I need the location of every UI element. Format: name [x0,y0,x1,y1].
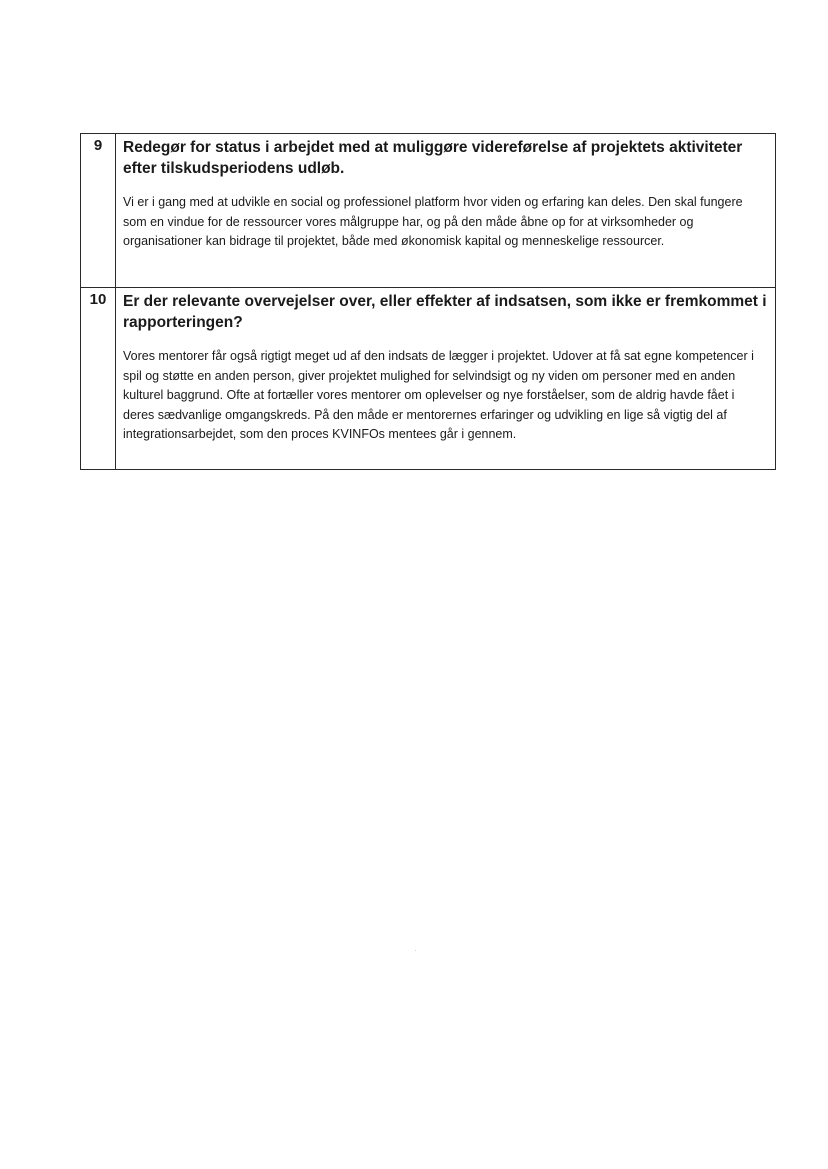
answer-text: Vores mentorer får også rigtigt meget ud af den indsats de lægger i projektet. Udover at få sat egne kompetencer i spil og støtte en anden person, giver projektet mulighed for selvindsigt og ny viden om personer med en anden kulturel baggrund. Ofte at fortæller vores mentorer om oplevelser og nye forståelser, som de aldrig havde fået i deres sædvanlige omgangskreds. På den måde er mentorernes erfaringer og udvikling en lige så vigtig del af integrationsarbejdet, som den proces KVINFOs mentees går i gennem. [123,349,754,441]
table-row [81,288,776,470]
question-text: Er der relevante overvejelser over, eller effekter af indsatsen, som ikke er fremkommet i rapporteringen? [123,293,767,331]
question-content [116,288,776,470]
question-content [116,134,776,288]
table-row [81,134,776,288]
question-number: 10 [81,288,116,470]
scan-speck [415,950,416,951]
question-text: Redegør for status i arbejdet med at muliggøre videreførelse af projektets aktiviteter efter tilskudsperiodens udløb. [123,139,743,177]
question-number: 9 [81,134,116,288]
report-table [80,133,776,470]
answer-text: Vi er i gang med at udvikle en social og professionel platform hvor viden og erfaring kan deles. Den skal fungere som en vindue for de ressourcer vores målgruppe har, og på den måde åbne op for at virksomheder og organisationer kan bidrage til projektet, både med økonomisk kapital og menneskelige ressourcer. [123,195,743,248]
